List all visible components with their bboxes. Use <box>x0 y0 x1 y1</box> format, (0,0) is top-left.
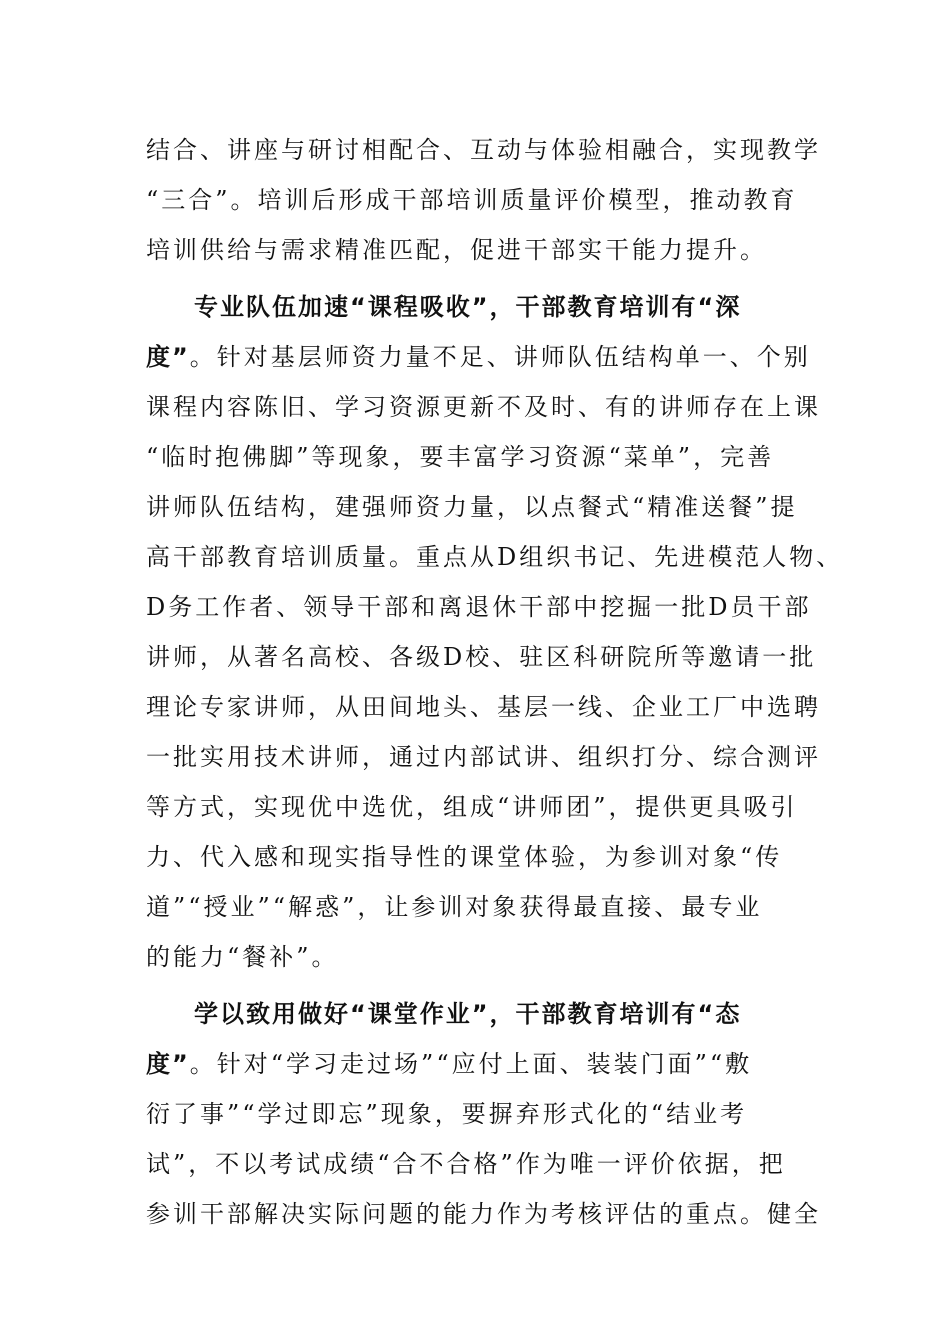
heading-tail: 度” <box>146 1050 190 1078</box>
text-line: 讲师，从著名高校、各级D校、驻区科研院所等邀请一批 <box>146 643 817 671</box>
text-line: 衍了事”“学过即忘”现象，要摒弃形式化的“结业考 <box>146 1100 748 1128</box>
text-line <box>146 332 811 382</box>
text-line: 力、代入感和现实指导性的课堂体验，为参训对象“传 <box>146 843 783 871</box>
text-line: 高干部教育培训质量。重点从D组织书记、先进模范人物、 <box>146 543 844 571</box>
section-heading-depth: 专业队伍加速“课程吸收”，干部教育培训有“深 <box>194 293 742 321</box>
text-line: D务工作者、领导干部和离退休干部中挖掘一批D员干部 <box>146 593 812 621</box>
text-line: 参训干部解决实际问题的能力作为考核评估的重点。健全 <box>146 1200 821 1228</box>
text-line: 讲师队伍结构，建强师资力量，以点餐式“精准送餐”提 <box>146 493 798 521</box>
text-line <box>146 1039 806 1089</box>
text-line: 培训供给与需求精准匹配，促进干部实干能力提升。 <box>146 236 767 264</box>
text-line: “三合”。培训后形成干部培训质量评价模型，推动教育 <box>146 186 798 214</box>
text-segment: 。针对“学习走过场”“应付上面、装装门面”“敷 <box>189 1050 753 1078</box>
text-segment: 。针对基层师资力量不足、讲师队伍结构单一、个别 <box>189 343 811 371</box>
text-line: 理论专家讲师，从田间地头、基层一线、企业工厂中选聘 <box>146 693 821 721</box>
document-body <box>146 125 844 1239</box>
text-line: 结合、讲座与研讨相配合、互动与体验相融合，实现教学 <box>146 136 821 164</box>
text-line: “临时抱佛脚”等现象，要丰富学习资源“菜单”，完善 <box>146 443 775 471</box>
text-line: 课程内容陈旧、学习资源更新不及时、有的讲师存在上课 <box>146 393 821 421</box>
text-line: 道”“授业”“解惑”，让参训对象获得最直接、最专业 <box>146 893 763 921</box>
section-heading-attitude: 学以致用做好“课堂作业”，干部教育培训有“态 <box>194 1000 742 1028</box>
text-line: 一批实用技术讲师，通过内部试讲、组织打分、综合测评 <box>146 743 821 771</box>
text-line: 试”，不以考试成绩“合不合格”作为唯一评价依据，把 <box>146 1150 786 1178</box>
text-line: 等方式，实现优中选优，组成“讲师团”，提供更具吸引 <box>146 793 798 821</box>
heading-tail: 度” <box>146 343 190 371</box>
text-line: 的能力“餐补”。 <box>146 943 339 971</box>
